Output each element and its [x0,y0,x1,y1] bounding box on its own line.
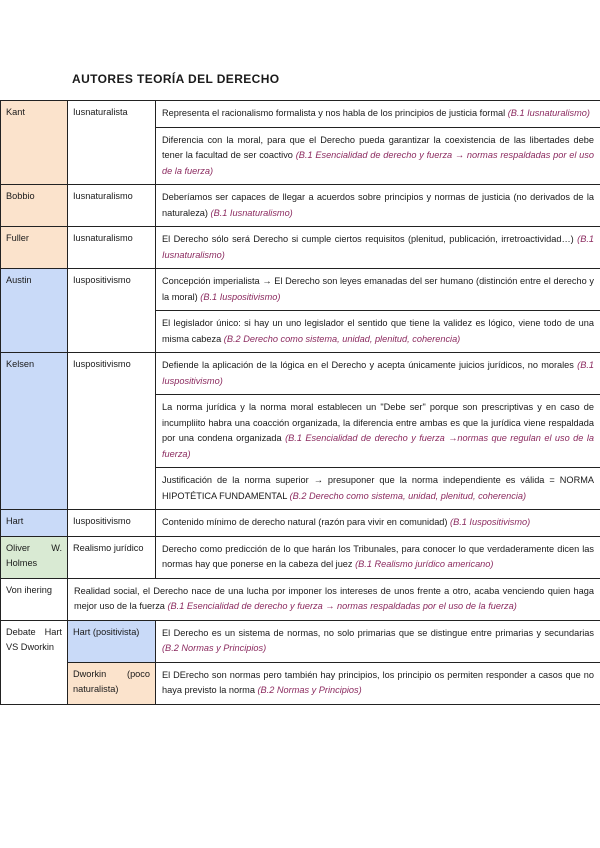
description-text: Derecho como predicción de lo que harán los Tribunales, para conocer lo que verdaderamente dicen las normas hay que ponerse en la cabeza del juez [162,543,594,569]
description-text: La norma jurídica y la norma moral establecen un "Debe ser" porque son prescriptivas y en caso de incumpliito habra una coacción organizada, la diferencia entre ambas es que la jurídica viene respaldada por una condena organizada [162,402,594,443]
description-cell [156,395,600,468]
table-row [1,536,600,578]
description-cell [156,185,600,227]
description-cell [156,101,600,128]
description-cell [68,578,600,620]
table-row [1,101,600,128]
table-row [1,578,600,620]
description-cell [156,536,600,578]
school-cell: Iuspositivismo [68,353,156,510]
syllabus-reference: (B.2 Normas y Principios) [162,643,267,653]
syllabus-reference: (B.1 Iusnaturalismo) [162,234,594,260]
table-row [1,662,600,704]
description-cell [156,662,600,704]
school-cell: Realismo jurídico [68,536,156,578]
school-cell: Iusnaturalismo [68,185,156,227]
description-cell [156,353,600,395]
syllabus-reference: (B.1 Iuspositivismo) [162,360,594,386]
description-text: Concepción imperialista → El Derecho son leyes emanadas del ser humano (distinción entre el derecho y la moral) [162,276,594,302]
description-cell [156,311,600,353]
table-row [1,510,600,537]
description-text: Justificación de la norma superior → presuponer que la norma independiente es válida = NORMA HIPOTÉTICA FUNDAMENTAL [162,475,594,501]
table-row [1,227,600,269]
table-row [1,353,600,395]
school-cell: Iusnaturalista [68,101,156,185]
school-cell: Iusnaturalismo [68,227,156,269]
table-row [1,185,600,227]
description-cell [156,510,600,537]
description-text: El DErecho son normas pero también hay principios, los principio os permiten responder a casos que no haya previsto la norma [162,669,594,695]
authors-table [0,100,600,705]
description-text: El legislador único: si hay un uno legislador el sentido que tiene la validez es lógico, viene todo de una misma cabeza [162,318,594,344]
school-cell: Hart (positivista) [68,620,156,662]
page-title: AUTORES TEORÍA DEL DERECHO [72,72,280,86]
syllabus-reference: (B.2 Derecho como sistema, unidad, plenitud, coherencia) [223,333,461,344]
author-cell: Debate Hart VS Dworkin [1,620,68,704]
description-cell [156,227,600,269]
description-text: El Derecho sólo será Derecho si cumple ciertos requisitos (plenitud, publicación, irretroactividad…) [162,234,578,244]
syllabus-reference: (B.1 Esencialidad de derecho y fuerza → normas respaldadas por el uso de la fuerza) [162,150,594,176]
syllabus-reference: (B.1 Realismo jurídico americano) [355,559,494,569]
author-cell: Austin [1,269,68,353]
author-cell: Kelsen [1,353,68,510]
description-text: Representa el racionalismo formalista y nos habla de los principios de justicia formal [162,108,508,118]
school-cell: Iuspositivismo [68,510,156,537]
syllabus-reference: (B.1 Iusnaturalismo) [210,207,293,218]
table-row [1,269,600,311]
syllabus-reference: (B.2 Normas y Principios) [257,685,362,695]
description-text: Diferencia con la moral, para que el Derecho pueda garantizar la coexistencia de las libertades debe tener la facultad de ser coactivo [162,134,594,160]
description-cell [156,269,600,311]
description-text: Contenido mínimo de derecho natural (razón para vivir en comunidad) [162,517,451,527]
author-cell: Oliver W. Holmes [1,536,68,578]
description-text: Deberíamos ser capaces de llegar a acuerdos sobre principios y normas de justicia (no derivados de la naturaleza) [162,192,594,218]
description-cell [156,620,600,662]
description-text: Realidad social, el Derecho nace de una lucha por imponer los intereses de unos frente a otro, acaba venciendo quien haga mejor uso de la fuerza [74,585,594,611]
description-text: El Derecho es un sistema de normas, no solo primarias que se distingue entre primarias y secundarias [162,627,594,638]
school-cell: Iuspositivismo [68,269,156,353]
syllabus-reference: (B.1 Esencialidad de derecho y fuerza →normas que regulan el uso de la fuerza) [162,433,594,459]
description-cell [156,127,600,185]
table-row [1,620,600,662]
author-cell: Von ihering [1,578,68,620]
description-text: Defiende la aplicación de la lógica en el Derecho y acepta únicamente juicios jurídicos, no morales [162,360,578,370]
author-cell: Kant [1,101,68,185]
syllabus-reference: (B.1 Iuspositivismo) [200,291,281,302]
author-cell: Hart [1,510,68,537]
syllabus-reference: (B.1 Iuspositivismo) [450,517,531,527]
description-cell [156,468,600,510]
syllabus-reference: (B.1 Iusnaturalismo) [507,108,590,118]
syllabus-reference: (B.1 Esencialidad de derecho y fuerza → normas respaldadas por el uso de la fuerza) [167,601,517,611]
author-cell: Bobbio [1,185,68,227]
syllabus-reference: (B.2 Derecho como sistema, unidad, plenitud, coherencia) [289,490,527,501]
author-cell: Fuller [1,227,68,269]
school-cell: Dworkin (poco naturalista) [68,662,156,704]
